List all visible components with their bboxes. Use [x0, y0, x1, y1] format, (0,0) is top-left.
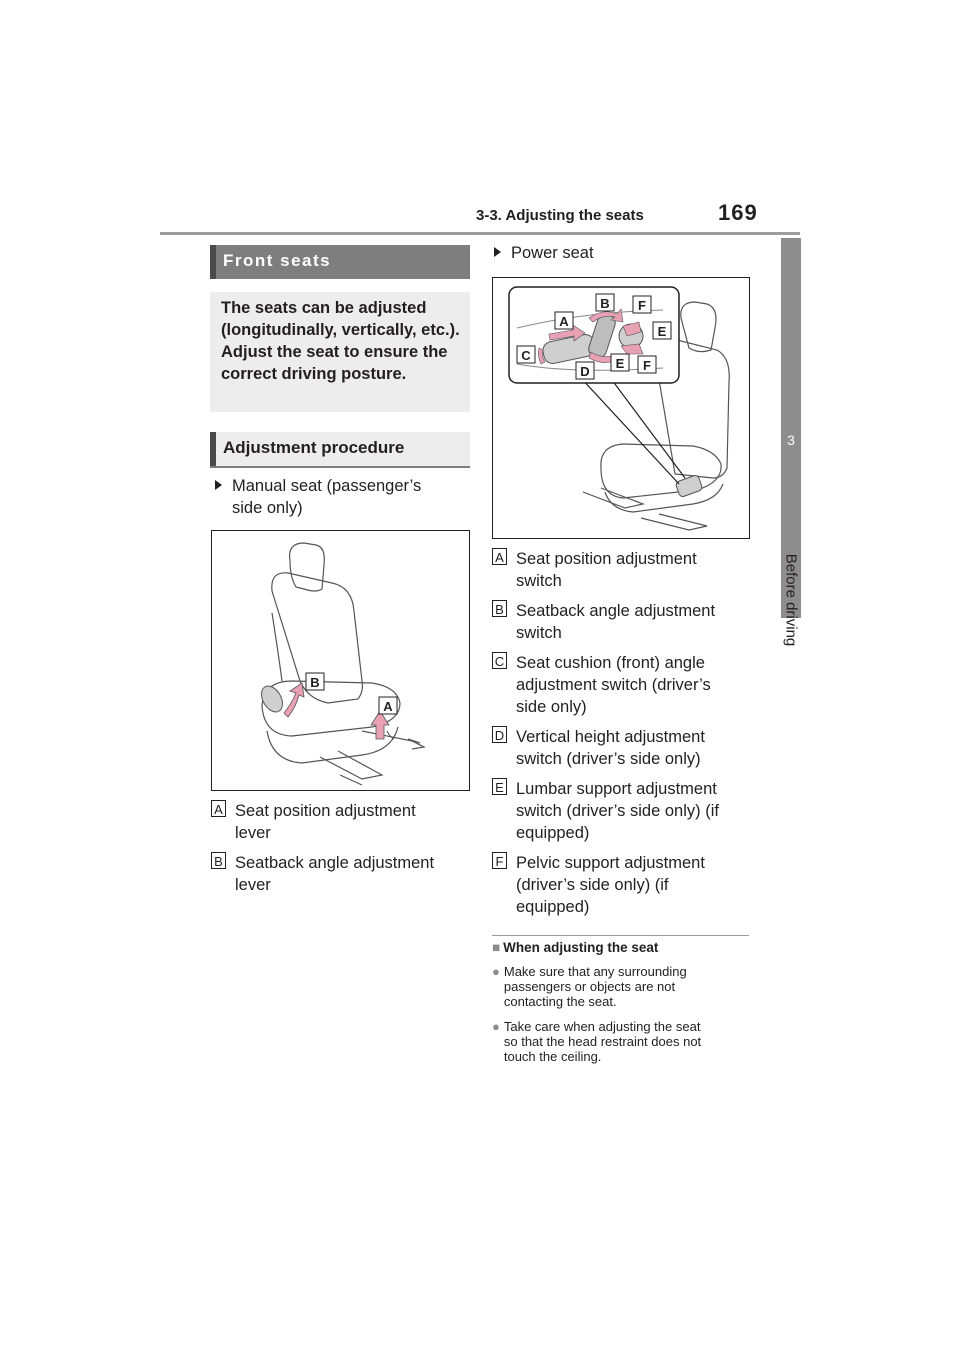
adjustment-procedure-heading: [210, 432, 470, 468]
note-line: passengers or objects are not: [503, 979, 676, 994]
item-badge: A: [492, 548, 507, 565]
item-badge: A: [211, 800, 226, 817]
manual-seat-heading: [215, 475, 421, 519]
list-item: [211, 852, 445, 896]
item-line: adjustment switch (driver’s: [516, 676, 711, 694]
item-line: Pelvic support adjustment: [516, 854, 705, 872]
note-line: touch the ceiling.: [503, 1049, 602, 1064]
header-rule: [160, 232, 800, 235]
figure-label: C: [521, 348, 531, 363]
front-seats-heading-text: Front seats: [223, 251, 332, 270]
item-line: Seat position adjustment: [516, 550, 697, 568]
figure-label: B: [310, 675, 320, 690]
note-line: Make sure that any surrounding: [503, 964, 687, 979]
chapter-number: 3: [787, 432, 795, 448]
item-line: Vertical height adjustment: [516, 728, 705, 746]
manual-seat-illustration: [212, 531, 469, 790]
note-line: Take care when adjusting the seat: [503, 1019, 701, 1034]
note-divider: [492, 935, 749, 936]
item-badge: C: [492, 652, 507, 669]
item-badge: D: [492, 726, 507, 743]
chapter-title: Before driving: [782, 553, 800, 647]
power-items: [492, 548, 741, 918]
note-line: contacting the seat.: [503, 994, 617, 1009]
item-line: equipped): [516, 898, 590, 916]
figure-label: F: [643, 358, 651, 373]
square-bullet-icon: ■: [492, 940, 501, 955]
figure-label: E: [657, 324, 667, 339]
note-line: so that the head restraint does not: [503, 1034, 702, 1049]
note-text: [504, 964, 687, 1009]
section-title: 3-3. Adjusting the seats: [476, 207, 644, 224]
note-heading-text: When adjusting the seat: [503, 940, 659, 955]
list-item: [211, 800, 445, 844]
item-line: switch (driver’s side only) (if: [516, 802, 719, 820]
list-item: [492, 852, 741, 918]
power-seat-illustration: [493, 278, 749, 538]
item-line: Seat position adjustment: [235, 802, 416, 820]
item-text: [235, 852, 445, 896]
figure-label: A: [383, 699, 393, 714]
manual-seat-figure: [211, 530, 470, 791]
list-item: [492, 652, 741, 718]
list-item: [492, 600, 741, 644]
power-seat-heading: [494, 242, 594, 264]
figure-label: E: [615, 356, 625, 371]
list-item: [492, 778, 741, 844]
item-line: Seatback angle adjustment: [235, 854, 435, 872]
item-line: side only): [516, 698, 587, 716]
intro-text: The seats can be adjusted (longitudinally, vertically, etc.). Adjust the seat to ensure the correct driving posture.: [221, 299, 460, 383]
figure-label: A: [559, 314, 569, 329]
note-text: [504, 1019, 701, 1064]
figure-label: D: [580, 364, 590, 379]
item-text: [516, 652, 741, 718]
note-item: [492, 1019, 750, 1064]
adjustment-procedure-heading-text: Adjustment procedure: [223, 438, 405, 457]
power-seat-figure: [492, 277, 750, 539]
item-line: lever: [235, 876, 271, 894]
manual-seat-heading-line1: Manual seat (passenger’s: [232, 477, 422, 495]
intro-box: [210, 292, 470, 412]
front-seats-heading: [210, 245, 470, 279]
item-line: Lumbar support adjustment: [516, 780, 717, 798]
item-text: [516, 548, 741, 592]
item-text: [516, 726, 741, 770]
circle-bullet-icon: ●: [492, 1019, 500, 1034]
item-text: [235, 800, 445, 844]
item-text: [516, 600, 741, 644]
heading-accent: [210, 432, 216, 466]
item-line: equipped): [516, 824, 590, 842]
chapter-label: [768, 440, 814, 660]
list-item: [492, 548, 741, 592]
item-line: lever: [235, 824, 271, 842]
item-line: switch: [516, 572, 562, 590]
circle-bullet-icon: ●: [492, 964, 500, 979]
item-line: (driver’s side only) (if: [516, 876, 669, 894]
power-seat-heading-text: Power seat: [511, 244, 594, 262]
manual-items: [211, 800, 445, 896]
item-line: switch (driver’s side only): [516, 750, 701, 768]
item-text: [516, 778, 741, 844]
item-text: [516, 852, 741, 918]
item-line: switch: [516, 624, 562, 642]
item-badge: B: [492, 600, 507, 617]
page-number: 169: [718, 200, 758, 225]
item-badge: B: [211, 852, 226, 869]
figure-label: B: [600, 296, 610, 311]
item-badge: E: [492, 778, 507, 795]
heading-accent: [210, 245, 216, 279]
figure-label: F: [638, 298, 646, 313]
item-badge: F: [492, 852, 507, 869]
item-line: Seatback angle adjustment: [516, 602, 716, 620]
item-line: Seat cushion (front) angle: [516, 654, 705, 672]
triangle-bullet-icon: [494, 247, 501, 257]
list-item: [492, 726, 741, 770]
triangle-bullet-icon: [215, 480, 222, 490]
manual-seat-heading-line2: side only): [232, 499, 303, 517]
note-heading: [492, 940, 658, 955]
note-item: [492, 964, 750, 1009]
